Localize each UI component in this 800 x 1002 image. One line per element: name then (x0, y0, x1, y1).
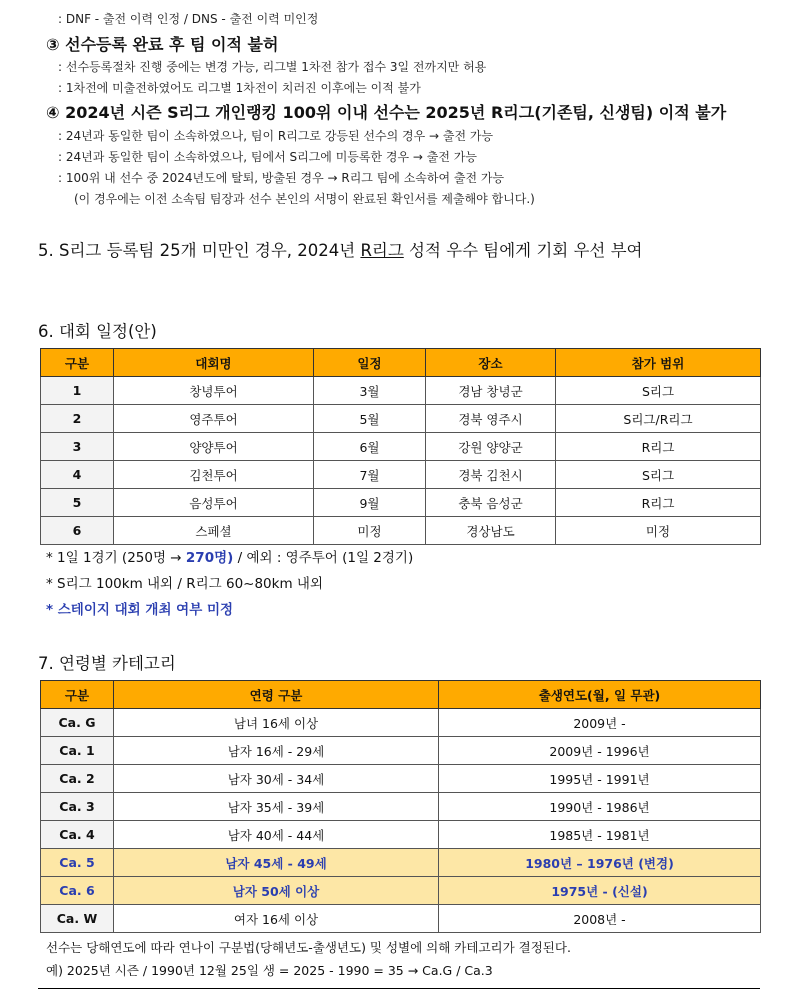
table-cell: 스페셜 (114, 517, 314, 545)
table-cell: 미정 (314, 517, 426, 545)
table-cell: 1975년 - (신설) (439, 877, 761, 905)
section-6-title: 6. 대회 일정(안) (38, 322, 157, 341)
section-5-underlined: R리그 (360, 241, 404, 260)
category-header-cell: 구분 (41, 681, 114, 709)
rule-4-note-b: : 24년과 동일한 팀이 소속하였으나, 팀에서 S리그에 미등록한 경우 → 출전 가능 (58, 150, 477, 164)
section-5-suffix: 성적 우수 팀에게 기회 우선 부여 (403, 241, 643, 260)
table-cell: 강원 양양군 (426, 433, 556, 461)
table-cell: 여자 16세 이상 (114, 905, 439, 933)
table-cell: 김천투어 (114, 461, 314, 489)
table-row (41, 461, 761, 489)
category-header-cell: 연령 구분 (114, 681, 439, 709)
table-cell: 1995년 - 1991년 (439, 765, 761, 793)
table-cell: 3월 (314, 377, 426, 405)
schedule-note-1-c: / 예외 : 영주투어 (1일 2경기) (233, 550, 414, 566)
table-cell: Ca. G (41, 709, 114, 737)
category-footnote-1: 선수는 당해연도에 따라 연나이 구분법(당해년도-출생년도) 및 성별에 의해 카테고리가 결정된다. (46, 940, 571, 955)
table-cell: 경상남도 (426, 517, 556, 545)
table-row (41, 709, 761, 737)
rule-4-note-d: (이 경우에는 이전 소속팀 팀장과 선수 본인의 서명이 완료된 확인서를 제출해야 합니다.) (74, 192, 535, 206)
table-cell: 2 (41, 405, 114, 433)
schedule-header-cell: 대회명 (114, 349, 314, 377)
rule-4-note-a: : 24년과 동일한 팀이 소속하였으나, 팀이 R리그로 강등된 선수의 경우 → 출전 가능 (58, 129, 494, 143)
page-bottom-divider (38, 988, 760, 989)
table-cell: 남자 35세 - 39세 (114, 793, 439, 821)
schedule-header-cell: 장소 (426, 349, 556, 377)
table-row (41, 377, 761, 405)
table-row (41, 905, 761, 933)
schedule-note-3: * 스테이지 대회 개최 여부 미정 (46, 602, 234, 618)
table-cell: 6 (41, 517, 114, 545)
schedule-table (40, 348, 761, 545)
table-cell: 6월 (314, 433, 426, 461)
rule-3-note-a: : 선수등록절차 진행 중에는 변경 가능, 리그별 1차전 참가 접수 3일 전까지만 허용 (58, 60, 487, 74)
table-cell: 7월 (314, 461, 426, 489)
table-row (41, 517, 761, 545)
table-cell: 영주투어 (114, 405, 314, 433)
rule-3-heading: ③ 선수등록 완료 후 팀 이적 불허 (46, 35, 279, 54)
schedule-note-1-a: * 1일 1경기 (250명 → (46, 550, 186, 566)
category-table (40, 680, 761, 933)
schedule-header-row (41, 349, 761, 377)
schedule-header-cell: 구분 (41, 349, 114, 377)
table-cell: 양양투어 (114, 433, 314, 461)
table-row-highlighted (41, 849, 761, 877)
schedule-note-1-highlight: 270명) (185, 550, 234, 566)
schedule-header-cell: 일정 (314, 349, 426, 377)
table-cell: 남자 50세 이상 (114, 877, 439, 905)
table-cell: 충북 음성군 (426, 489, 556, 517)
table-row-highlighted (41, 877, 761, 905)
category-header-cell: 출생연도(월, 일 무관) (439, 681, 761, 709)
table-cell: S리그/R리그 (556, 405, 761, 433)
table-cell: 5월 (314, 405, 426, 433)
schedule-header-cell: 참가 범위 (556, 349, 761, 377)
category-header-row (41, 681, 761, 709)
table-row (41, 433, 761, 461)
table-cell: 9월 (314, 489, 426, 517)
table-row (41, 489, 761, 517)
table-cell: 5 (41, 489, 114, 517)
table-cell: 창녕투어 (114, 377, 314, 405)
table-row (41, 765, 761, 793)
note-dnf-dns: : DNF - 출전 이력 인정 / DNS - 출전 이력 미인정 (58, 12, 319, 26)
table-cell: 남자 45세 - 49세 (114, 849, 439, 877)
table-cell: 1985년 - 1981년 (439, 821, 761, 849)
table-row (41, 737, 761, 765)
table-cell: S리그 (556, 461, 761, 489)
section-5-prefix: 5. S리그 등록팀 25개 미만인 경우, 2024년 (38, 241, 361, 260)
table-cell: Ca. W (41, 905, 114, 933)
schedule-note-2: * S리그 100km 내외 / R리그 60~80km 내외 (46, 576, 323, 592)
table-cell: 1 (41, 377, 114, 405)
table-row (41, 821, 761, 849)
table-cell: 남자 16세 - 29세 (114, 737, 439, 765)
table-cell: 남자 40세 - 44세 (114, 821, 439, 849)
table-cell: Ca. 3 (41, 793, 114, 821)
table-cell: 3 (41, 433, 114, 461)
rule-3-note-b: : 1차전에 미출전하였어도 리그별 1차전이 치러진 이후에는 이적 불가 (58, 81, 421, 95)
table-cell: R리그 (556, 433, 761, 461)
table-cell: 4 (41, 461, 114, 489)
rule-4-note-c: : 100위 내 선수 중 2024년도에 탈퇴, 방출된 경우 → R리그 팀에 소속하여 출전 가능 (58, 171, 505, 185)
rule-4-heading: ④ 2024년 시즌 S리그 개인랭킹 100위 이내 선수는 2025년 R리그(기존팀, 신생팀) 이적 불가 (46, 103, 727, 122)
table-cell: 음성투어 (114, 489, 314, 517)
table-cell: Ca. 1 (41, 737, 114, 765)
table-cell: 2008년 - (439, 905, 761, 933)
table-cell: 1980년 – 1976년 (변경) (439, 849, 761, 877)
table-cell: 2009년 - (439, 709, 761, 737)
table-cell: 남자 30세 - 34세 (114, 765, 439, 793)
section-5-heading (38, 237, 642, 261)
table-cell: Ca. 5 (41, 849, 114, 877)
table-cell: R리그 (556, 489, 761, 517)
category-footnote-2: 예) 2025년 시즌 / 1990년 12월 25일 생 = 2025 - 1990 = 35 → Ca.G / Ca.3 (46, 963, 493, 978)
table-cell: Ca. 4 (41, 821, 114, 849)
table-cell: 1990년 - 1986년 (439, 793, 761, 821)
schedule-note-1 (46, 546, 413, 566)
table-row (41, 793, 761, 821)
section-7-title: 7. 연령별 카테고리 (38, 654, 176, 673)
table-cell: 경북 김천시 (426, 461, 556, 489)
table-cell: Ca. 2 (41, 765, 114, 793)
table-row (41, 405, 761, 433)
table-cell: 경북 영주시 (426, 405, 556, 433)
table-cell: 미정 (556, 517, 761, 545)
table-cell: S리그 (556, 377, 761, 405)
table-cell: 2009년 - 1996년 (439, 737, 761, 765)
table-cell: 남녀 16세 이상 (114, 709, 439, 737)
table-cell: Ca. 6 (41, 877, 114, 905)
table-cell: 경남 창녕군 (426, 377, 556, 405)
